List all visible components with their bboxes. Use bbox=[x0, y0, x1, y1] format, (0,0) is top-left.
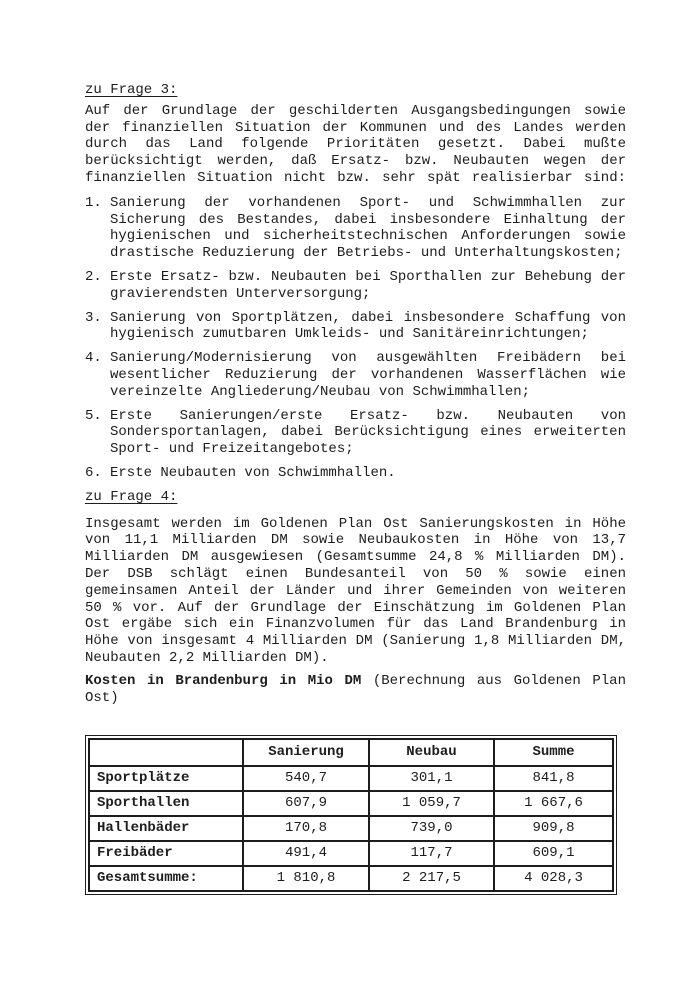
text-line: berücksichtigt werden, daß Ersatz- bzw. Neubauten wegen der bbox=[85, 153, 626, 170]
text-line: wesentlicher Reduzierung der vorhandenen Wasserflächen wie bbox=[110, 366, 626, 383]
costs-heading bbox=[85, 673, 626, 707]
item-number: 3. bbox=[85, 309, 102, 326]
costs-heading-rest: (Berechnung aus Goldenen Plan bbox=[361, 672, 626, 689]
costs-table bbox=[85, 735, 617, 895]
value-cell: 607,9 bbox=[243, 791, 369, 816]
costs-heading-line1 bbox=[85, 673, 626, 690]
text-line: Sanierung der vorhandenen Sport- und Schwimmhallen zur bbox=[110, 194, 626, 211]
text-line: Sondersportanlagen, dabei Berücksichtigung eines erweiterten bbox=[110, 424, 626, 441]
value-cell: 540,7 bbox=[243, 766, 369, 791]
text-line: Höhe von insgesamt 4 Milliarden DM (Sanierung 1,8 Milliarden DM, bbox=[85, 633, 626, 650]
text-line: vereinzelte Angliederung/Neubau von Schwimmhallen; bbox=[110, 383, 531, 400]
priority-item-5 bbox=[85, 408, 626, 458]
text-line: von 11,1 Milliarden DM sowie Neubaukosten in Höhe von 13,7 bbox=[85, 532, 626, 549]
priority-item-6 bbox=[85, 465, 626, 482]
text-line: Milliarden DM ausgewiesen (Gesamtsumme 24,8 % Milliarden DM). bbox=[85, 549, 626, 566]
table-row bbox=[89, 841, 613, 866]
text-line: Insgesamt werden im Goldenen Plan Ost Sanierungskosten in Höhe bbox=[85, 515, 626, 532]
value-cell: 1 059,7 bbox=[369, 791, 494, 816]
text-line: Erste Ersatz- bzw. Neubauten bei Sporthallen zur Behebung der bbox=[110, 268, 626, 285]
value-cell: 491,4 bbox=[243, 841, 369, 866]
costs-table-col-summe: Summe bbox=[494, 739, 613, 766]
priorities-list bbox=[85, 195, 626, 482]
text-line: Sport- und Freizeitangebotes; bbox=[110, 441, 354, 458]
costs-heading-line2: Ost) bbox=[85, 689, 119, 706]
text-line: hygienisch zumutbaren Umkleids- und Sanitäreinrichtungen; bbox=[110, 326, 589, 343]
row-label: Sporthallen bbox=[89, 791, 243, 816]
frage4-heading-text: zu Frage 4: bbox=[85, 488, 178, 505]
text-line: Auf der Grundlage der geschilderten Ausgangsbedingungen sowie bbox=[85, 102, 626, 119]
costs-table-header-row bbox=[89, 739, 613, 766]
value-cell: 909,8 bbox=[494, 816, 613, 841]
text-line: gravierendsten Unterversorgung; bbox=[110, 285, 371, 302]
text-line: 50 % vor. Auf der Grundlage der Einschätzung im Goldenen Plan bbox=[85, 599, 626, 616]
priority-item-2 bbox=[85, 269, 626, 303]
value-cell: 4 028,3 bbox=[494, 866, 613, 891]
frage3-heading-text: zu Frage 3: bbox=[85, 82, 178, 98]
row-label: Sportplätze bbox=[89, 766, 243, 791]
costs-table-col-sanierung: Sanierung bbox=[243, 739, 369, 766]
value-cell: 1 810,8 bbox=[243, 866, 369, 891]
text-line: Der DSB schlägt einen Bundesanteil von 50 % sowie einen bbox=[85, 565, 626, 582]
table-row bbox=[89, 866, 613, 891]
table-row bbox=[89, 791, 613, 816]
row-label: Freibäder bbox=[89, 841, 243, 866]
value-cell: 841,8 bbox=[494, 766, 613, 791]
item-number: 6. bbox=[85, 464, 102, 481]
text-line: Erste Neubauten von Schwimmhallen. bbox=[110, 464, 396, 481]
value-cell: 170,8 bbox=[243, 816, 369, 841]
table-row bbox=[89, 816, 613, 841]
text-line: Ost ergäbe sich ein Finanzvolumen für das Land Brandenburg in bbox=[85, 616, 626, 633]
row-label: Hallenbäder bbox=[89, 816, 243, 841]
text-line: finanziellen Situation nicht bzw. sehr spät realisierbar sind: bbox=[85, 169, 626, 186]
text-line: Erste Sanierungen/erste Ersatz- bzw. Neubauten von bbox=[110, 407, 626, 424]
text-line: Sanierung von Sportplätzen, dabei insbesondere Schaffung von bbox=[110, 309, 626, 326]
costs-table-col-neubau: Neubau bbox=[369, 739, 494, 766]
costs-table-corner-cell bbox=[89, 739, 243, 766]
priority-item-4 bbox=[85, 350, 626, 400]
frage4-heading bbox=[85, 489, 626, 506]
value-cell: 301,1 bbox=[369, 766, 494, 791]
frage3-intro-paragraph bbox=[85, 103, 626, 187]
text-line: der finanziellen Situation der Kommunen und des Landes werden bbox=[85, 119, 626, 136]
value-cell: 2 217,5 bbox=[369, 866, 494, 891]
row-label: Gesamtsumme: bbox=[89, 866, 243, 891]
document-body bbox=[85, 82, 626, 895]
frage3-heading bbox=[85, 82, 626, 99]
costs-heading-bold: Kosten in Brandenburg in Mio DM bbox=[85, 672, 362, 689]
text-line: gemeinsamen Anteil der Länder und ihrer Gemeinden von weiteren bbox=[85, 582, 626, 599]
priority-item-3 bbox=[85, 310, 626, 344]
item-number: 5. bbox=[85, 407, 102, 424]
text-line: Sanierung/Modernisierung von ausgewählten Freibädern bei bbox=[110, 350, 626, 367]
priority-item-1 bbox=[85, 195, 626, 262]
text-line: drastische Reduzierung der Betriebs- und Unterhaltungskosten; bbox=[110, 245, 623, 262]
value-cell: 1 667,6 bbox=[494, 791, 613, 816]
text-line: Sicherung des Bestandes, dabei insbesondere Einhaltung der bbox=[110, 211, 626, 228]
text-line: hygienischen und sicherheitstechnischen Anforderungen sowie bbox=[110, 228, 626, 245]
item-number: 4. bbox=[85, 350, 102, 367]
table-row bbox=[89, 766, 613, 791]
value-cell: 609,1 bbox=[494, 841, 613, 866]
value-cell: 739,0 bbox=[369, 816, 494, 841]
item-number: 1. bbox=[85, 194, 102, 211]
item-number: 2. bbox=[85, 268, 102, 285]
value-cell: 117,7 bbox=[369, 841, 494, 866]
text-line: durch das Land folgende Prioritäten gesetzt. Dabei mußte bbox=[85, 136, 626, 153]
text-line: Neubauten 2,2 Milliarden DM). bbox=[85, 649, 329, 666]
frage4-paragraph bbox=[85, 516, 626, 667]
